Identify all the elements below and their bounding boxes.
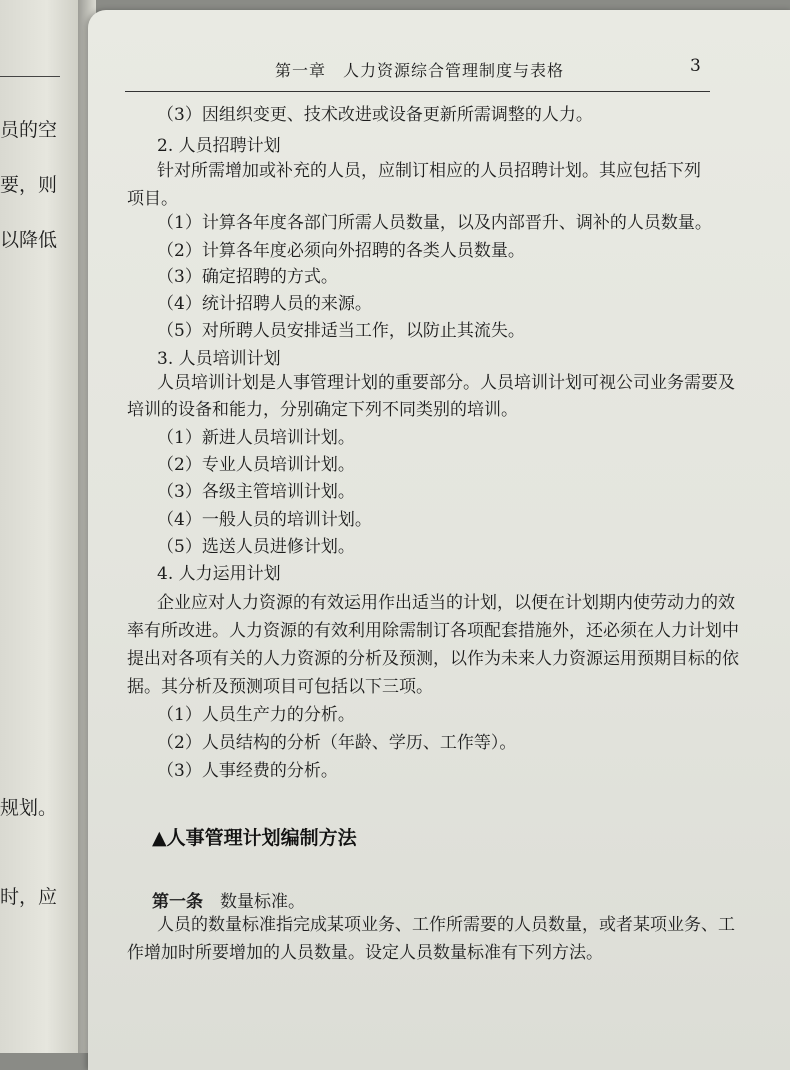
body-line: 提出对各项有关的人力资源的分析及预测，以作为未来人力资源运用预期目标的依	[127, 649, 739, 669]
subheading-utilization: 4. 人力运用计划	[157, 564, 281, 584]
body-line: 企业应对人力资源的有效运用作出适当的计划，以便在计划期内使劳动力的效	[157, 593, 735, 613]
running-title: 第一章 人力资源综合管理制度与表格	[275, 61, 565, 80]
body-line: 培训的设备和能力，分别确定下列不同类别的培训。	[127, 400, 518, 420]
section-heading: ▲人事管理计划编制方法	[152, 827, 357, 849]
list-item: （1）人员生产力的分析。	[157, 705, 355, 725]
subheading-training: 3. 人员培训计划	[157, 349, 281, 369]
header-rule	[125, 91, 710, 92]
body-line: 人员的数量标准指完成某项业务、工作所需要的人员数量，或者某项业务、工	[157, 915, 735, 935]
article-label: 第一条	[152, 892, 203, 912]
body-line: 作增加时所要增加的人员数量。设定人员数量标准有下列方法。	[127, 943, 603, 963]
list-item: （5）选送人员进修计划。	[157, 537, 355, 557]
body-line: （3）因组织变更、技术改进或设备更新所需调整的人力。	[157, 105, 593, 125]
left-page-fragment: 员的空	[0, 119, 58, 141]
left-page-fragment: 规划。	[0, 797, 58, 819]
list-item: （2）人员结构的分析（年龄、学历、工作等）。	[157, 733, 517, 753]
list-item: （2）计算各年度必须向外招聘的各类人员数量。	[157, 241, 525, 261]
list-item: （3）各级主管培训计划。	[157, 482, 355, 502]
list-item: （4）统计招聘人员的来源。	[157, 294, 372, 314]
left-page	[0, 0, 78, 1053]
article-title: 数量标准。	[220, 892, 305, 912]
left-page-header-rule	[0, 76, 60, 77]
list-item: （3）人事经费的分析。	[157, 761, 338, 781]
body-line: 据。其分析及预测项目可包括以下三项。	[127, 677, 433, 697]
left-page-fragment: 以降低	[0, 229, 58, 251]
body-line: 项目。	[127, 189, 178, 209]
body-line: 人员培训计划是人事管理计划的重要部分。人员培训计划可视公司业务需要及	[157, 373, 735, 393]
list-item: （1）计算各年度各部门所需人员数量，以及内部晋升、调补的人员数量。	[157, 213, 712, 233]
body-line: 率有所改进。人力资源的有效利用除需制订各项配套措施外，还必须在人力计划中	[127, 621, 739, 641]
subheading-recruitment: 2. 人员招聘计划	[157, 136, 281, 156]
left-page-fragment: 时，应	[0, 886, 58, 908]
list-item: （3）确定招聘的方式。	[157, 267, 338, 287]
left-page-fragment: 要，则	[0, 174, 58, 196]
article-heading	[152, 887, 305, 912]
list-item: （2）专业人员培训计划。	[157, 455, 355, 475]
page-number: 3	[690, 56, 701, 76]
list-item: （4）一般人员的培训计划。	[157, 510, 372, 530]
list-item: （5）对所聘人员安排适当工作，以防止其流失。	[157, 321, 525, 341]
body-line: 针对所需增加或补充的人员，应制订相应的人员招聘计划。其应包括下列	[157, 161, 701, 181]
list-item: （1）新进人员培训计划。	[157, 428, 355, 448]
